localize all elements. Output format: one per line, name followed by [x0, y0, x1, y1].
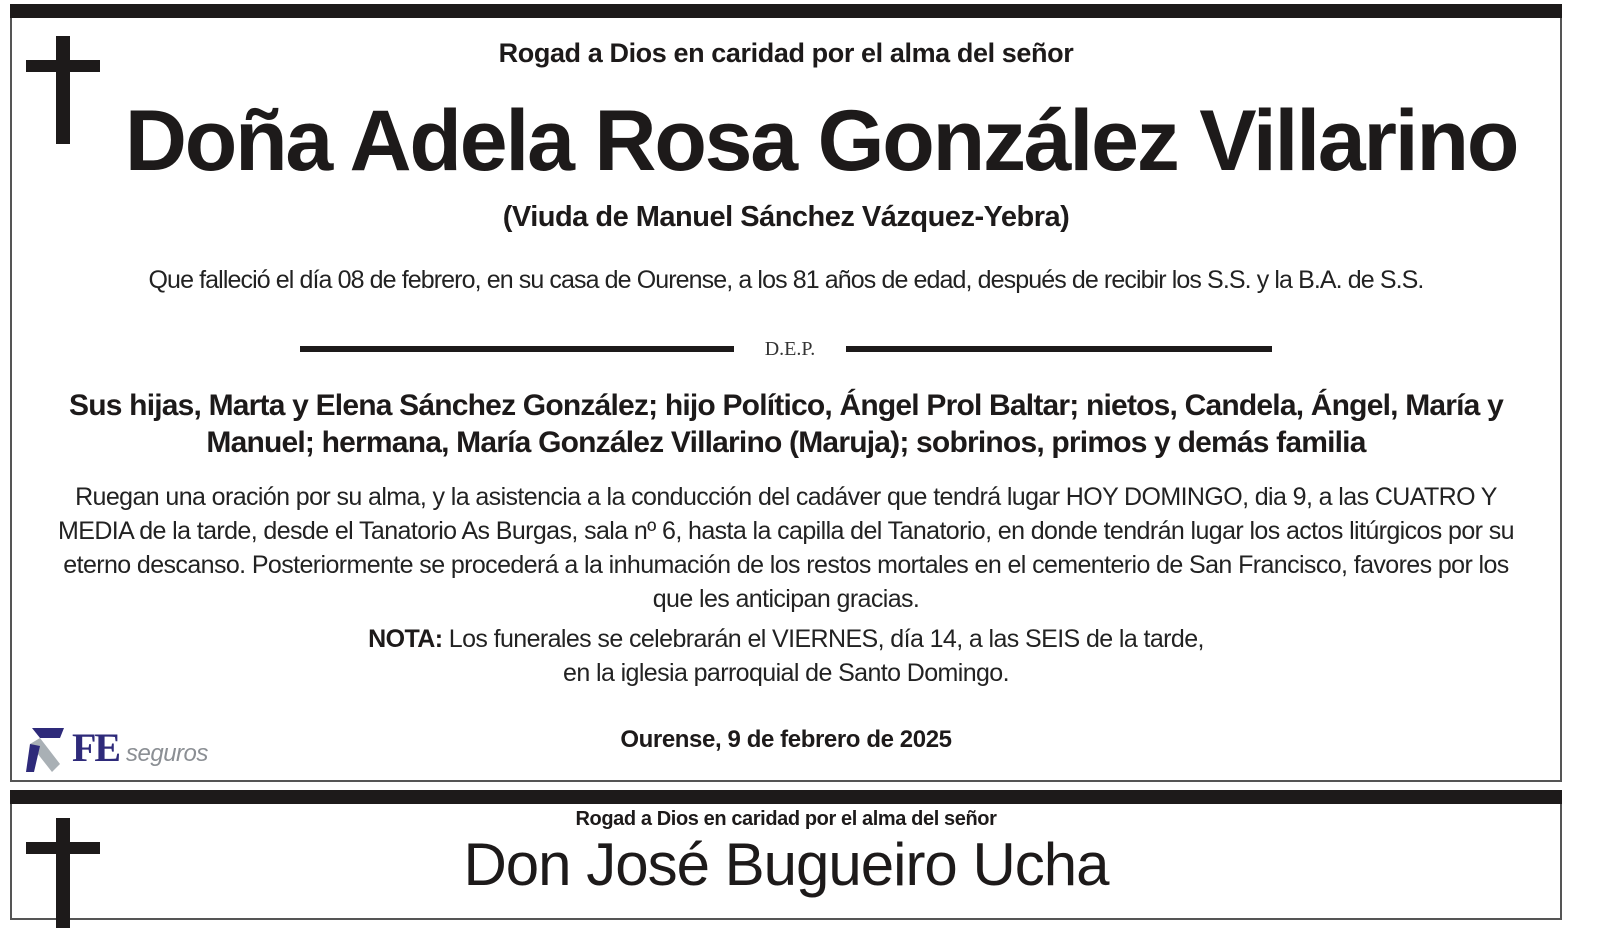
- divider-line-left: [300, 346, 734, 352]
- logo-subtext: seguros: [126, 740, 208, 767]
- note-line-2: en la iglesia parroquial de Santo Domingo.: [563, 659, 1009, 687]
- divider-line-right: [846, 346, 1272, 352]
- prayer-line: Rogad a Dios en caridad por el alma del señor: [498, 38, 1074, 68]
- logo-text: FE: [72, 725, 120, 770]
- deceased-name: Don José Bugueiro Ucha: [463, 831, 1109, 898]
- place-and-date: Ourense, 9 de febrero de 2025: [620, 726, 952, 753]
- funeral-note: [12, 622, 1560, 690]
- fe-logo-mark-icon: [26, 724, 68, 772]
- dep-divider: [12, 334, 1560, 364]
- top-border-bar: [10, 790, 1562, 804]
- dep-label: D.E.P.: [764, 338, 816, 360]
- note-line-1: Los funerales se celebrarán el VIERNES, día 14, a las SEIS de la tarde,: [442, 625, 1204, 653]
- top-border-bar: [10, 4, 1562, 18]
- deceased-name: Doña Adela Rosa González Villarino: [124, 93, 1518, 189]
- family-list: Sus hijas, Marta y Elena Sánchez González; hijo Político, Ángel Prol Baltar; nietos, Candela, Ángel, María y Manuel; hermana, María González Villarino (Maruja); sobrinos, primos y demás familia: [69, 389, 1503, 459]
- sponsor-logo: [26, 722, 226, 772]
- note-label: NOTA:: [368, 625, 443, 653]
- widow-of: (Viuda de Manuel Sánchez Vázquez-Yebra): [502, 201, 1070, 233]
- obituary-notice: [10, 4, 1562, 782]
- service-details: Ruegan una oración por su alma, y la asistencia a la conducción del cadáver que tendrá lugar HOY DOMINGO, dia 9, a las CUATRO Y MEDIA de la tarde, desde el Tanatorio As Burgas, sala nº 6, hasta la capilla del Tanatorio, en donde tendrán lugar los actos litúrgicos por su eterno descanso. Posteriormente se procederá a la inhumación de los restos mortales en el cementerio de San Francisco, favores por los que les anticipan gracias.: [58, 483, 1514, 613]
- obituary-notice-2: [10, 790, 1562, 920]
- death-details: Que falleció el día 08 de febrero, en su casa de Ourense, a los 81 años de edad, después de recibir los S.S. y la B.A. de S.S.: [148, 266, 1424, 294]
- prayer-line: Rogad a Dios en caridad por el alma del señor: [575, 808, 997, 830]
